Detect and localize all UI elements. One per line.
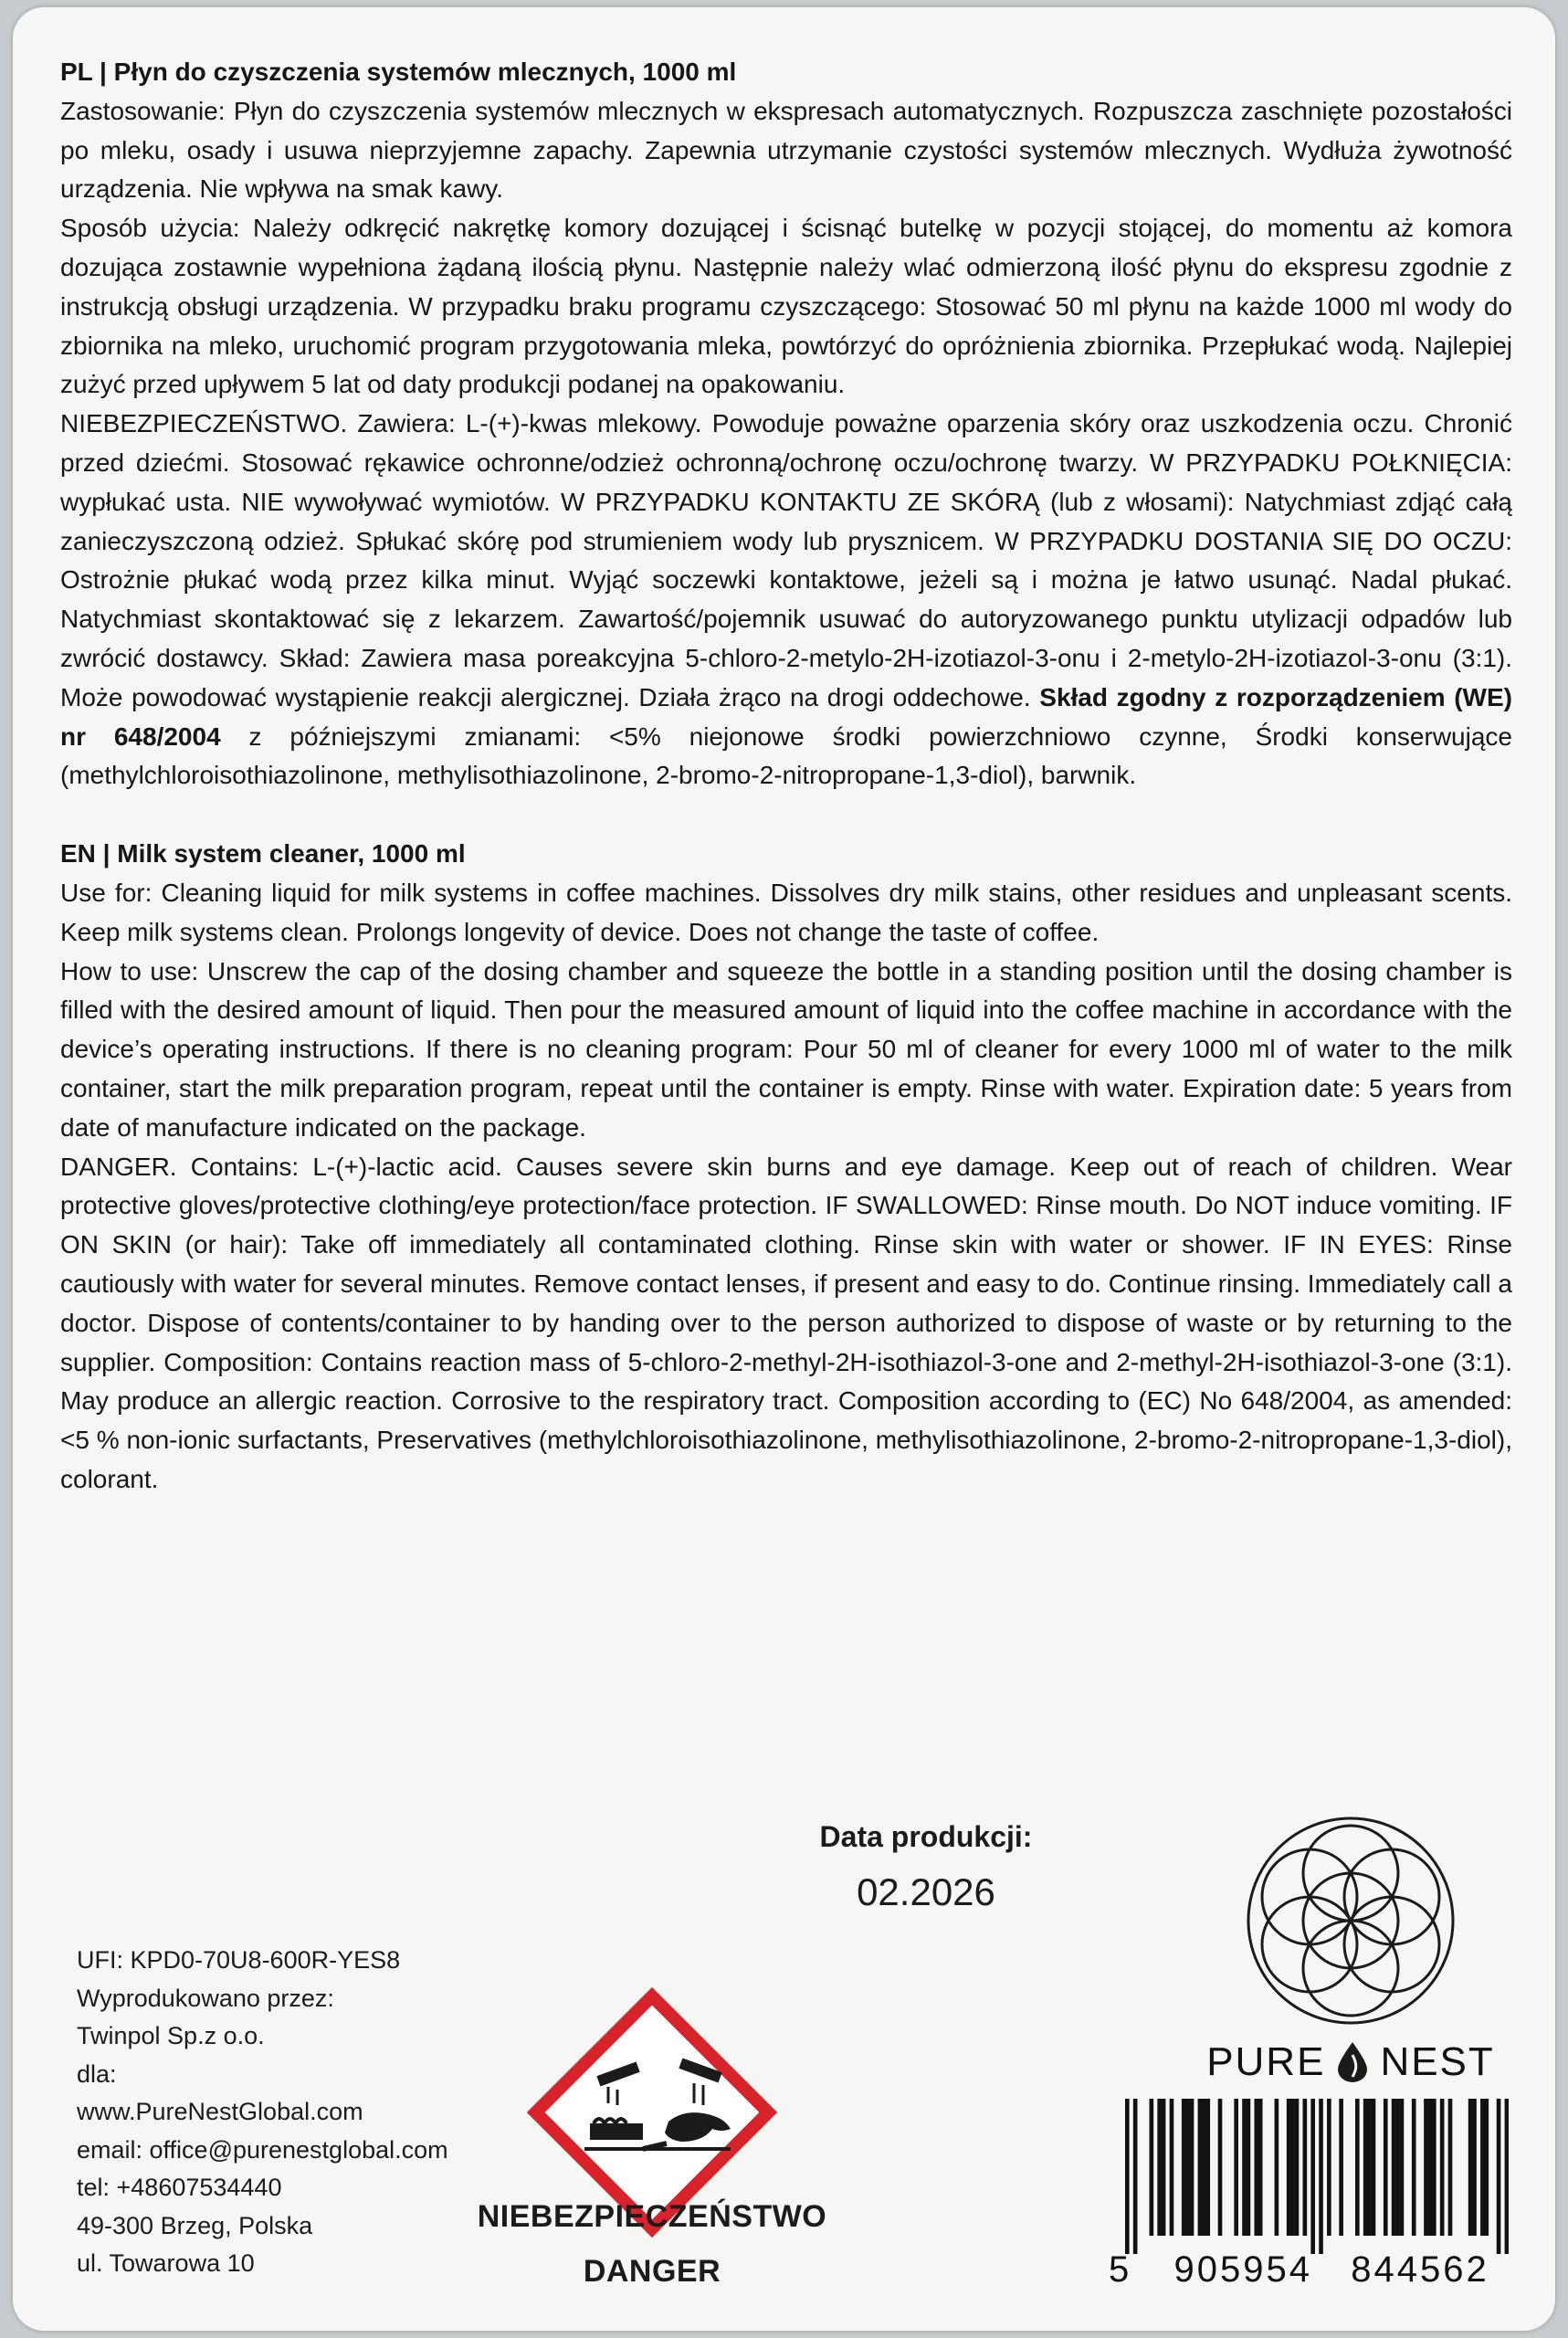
barcode-bar xyxy=(1258,2099,1263,2236)
pl-howto-text: Należy odkręcić nakrętkę komory dozującej i ścisnąć butelkę w pozycji stojącej, do momentu aż komora dozująca zostawnie wypełniona żądaną ilością płynu. Następnie należy wlać odmierzoną ilość płynu do ekspresu zgodnie z instrukcją obsługi urządzenia. W przypadku braku programu czyszczącego: Stosować 50 ml płynu na każde 1000 ml wody do zbiornika na mleko, uruchomić program przygotowania mleka, powtórzyć do opróżnienia zbiornika. Przepłukać wodą. Najlepiej zużyć przed upływem 5 lat od daty produkcji podanej na opakowaniu. xyxy=(60,214,1512,399)
barcode-bar xyxy=(1242,2099,1247,2236)
pl-use-label: Zastosowanie: xyxy=(60,96,226,125)
barcode-bar xyxy=(1290,2099,1295,2236)
product-label xyxy=(13,7,1555,2331)
label-text xyxy=(60,53,1512,1500)
barcode-bar xyxy=(1185,2099,1190,2236)
brand-name-left: PURE xyxy=(1206,2039,1326,2084)
barcode-bar xyxy=(1367,2099,1372,2236)
city: 49-300 Brzeg, Polska xyxy=(77,2211,313,2239)
barcode-bar xyxy=(1392,2099,1396,2236)
danger-label-en: DANGER xyxy=(583,2254,721,2289)
barcode-bar xyxy=(1205,2099,1210,2236)
barcode-bar xyxy=(1428,2099,1433,2236)
barcode-bar xyxy=(1472,2099,1477,2236)
flower-of-life-icon xyxy=(1241,1811,1460,2030)
barcode-bar xyxy=(1432,2099,1436,2236)
pl-use-paragraph xyxy=(60,92,1512,209)
pl-regulation-text: z późniejszymi zmianami: <5% niejonowe środki powierzchniowo czynne, Środki konserwujące (methylchloroisothiazolinone, methylisothiazolinone, 2-bromo-2-nitropropane-1,3-diol), barwnik. xyxy=(60,721,1512,790)
barcode-bar xyxy=(1170,2099,1174,2236)
pl-regulation-bold: Skład zgodny z rozporządzeniem (WE) nr 648/2004 xyxy=(60,682,1512,751)
barcode-bar xyxy=(1400,2099,1405,2236)
barcode-guard-bar xyxy=(1133,2099,1138,2254)
pl-danger-paragraph xyxy=(60,405,1512,795)
production-date-value: 02.2026 xyxy=(857,1870,995,1913)
barcode-bar xyxy=(1162,2099,1166,2236)
for-label: dla: xyxy=(77,2059,117,2088)
production-date-label: Data produkcji: xyxy=(819,1820,1033,1853)
barcode-bar xyxy=(1339,2099,1343,2236)
barcode-bar xyxy=(1355,2099,1360,2236)
leaf-drop-icon xyxy=(1334,2040,1371,2084)
street: ul. Towarowa 10 xyxy=(77,2249,255,2277)
barcode-bar xyxy=(1484,2099,1489,2236)
barcode-bar xyxy=(1295,2099,1300,2236)
barcode xyxy=(1125,2099,1509,2254)
barcode-guard-bar xyxy=(1505,2099,1509,2254)
barcode-bar xyxy=(1468,2099,1473,2236)
barcode-bar xyxy=(1202,2099,1206,2236)
barcode-guard-bar xyxy=(1497,2099,1501,2254)
pl-howto-paragraph xyxy=(60,209,1512,405)
phone: tel: +48607534440 xyxy=(77,2174,282,2201)
barcode-guard-bar xyxy=(1310,2099,1315,2254)
barcode-bar xyxy=(1448,2099,1453,2236)
barcode-left-group: 905954 xyxy=(1173,2249,1312,2290)
barcode-bar xyxy=(1424,2099,1428,2236)
en-use-text: Cleaning liquid for milk systems in coffee machines. Dissolves dry milk stains, other residues and unpleasant scents. Keep milk systems clean. Prolongs longevity of device. Does not change the taste of coffee. xyxy=(60,878,1513,946)
barcode-bar xyxy=(1190,2099,1194,2236)
brand-name xyxy=(1173,2035,1529,2090)
barcode-bar xyxy=(1395,2099,1400,2236)
barcode-bar xyxy=(1440,2099,1445,2236)
barcode-bar xyxy=(1480,2099,1485,2236)
website: www.PureNestGlobal.com xyxy=(77,2098,363,2125)
barcode-bar xyxy=(1150,2099,1154,2236)
section-gap xyxy=(60,795,1512,835)
en-heading: EN | Milk system cleaner, 1000 ml xyxy=(60,839,466,869)
barcode-bar xyxy=(1247,2099,1251,2236)
barcode-guard-bar xyxy=(1125,2099,1130,2254)
barcode-number xyxy=(1109,2249,1529,2291)
barcode-bar xyxy=(1218,2099,1223,2236)
danger-label-pl: NIEBEZPIECZEŃSTWO xyxy=(477,2199,827,2234)
ufi-code: UFI: KPD0-70U8-600R-YES8 xyxy=(77,1946,401,1974)
company-name: Twinpol Sp.z o.o. xyxy=(77,2022,265,2049)
en-use-paragraph xyxy=(60,874,1512,953)
barcode-bar xyxy=(1363,2099,1368,2236)
barcode-bar xyxy=(1372,2099,1376,2236)
en-howto-text: Unscrew the cap of the dosing chamber and squeeze the bottle in a standing position until the dosing chamber is filled with the desired amount of liquid. Then pour the measured amount of liquid into the coffee machine in accordance with the device’s operating instructions. If there is no cleaning program: Pour 50 ml of cleaner for every 1000 ml of water to the milk container, start the milk preparation program, repeat until the container is empty. Rinse with water. Expiration date: 5 years from date of manufacture indicated on the package. xyxy=(60,956,1512,1142)
pl-howto-label: Sposób użycia: xyxy=(60,214,240,243)
barcode-bar xyxy=(1157,2099,1162,2236)
barcode-bar xyxy=(1198,2099,1203,2236)
barcode-guard-bar xyxy=(1319,2099,1323,2254)
en-howto-paragraph xyxy=(60,953,1512,1148)
barcode-bar xyxy=(1287,2099,1291,2236)
email: email: office@purenestglobal.com xyxy=(77,2135,448,2164)
barcode-bar xyxy=(1327,2099,1331,2236)
en-danger-paragraph: DANGER. Contains: L-(+)-lactic acid. Causes severe skin burns and eye damage. Keep out of reach of children. Wear protective gloves/protective clothing/eye protection/face protection. IF SWALLOWED: Rinse mouth. Do NOT induce vomiting. IF ON SKIN (or hair): Take off immediately all contaminated clothing. Rinse skin with water or shower. IF IN EYES: Rinse cautiously with water for several minutes. Remove contact lenses, if present and easy to do. Continue rinsing. Immediately call a doctor. Dispose of contents/container to by handing over to the person authorized to dispose of waste or by returning to the supplier. Composition: Contains reaction mass of 5-chloro-2-methyl-2H-isothiazol-3-one and 2-methyl-2H-isothiazol-3-one (3:1). May produce an allergic reaction. Corrosive to the respiratory tract. Composition according to (EC) No 648/2004, as amended: <5 % non-ionic surfactants, Preservatives (methylchloroisothiazolinone, methylisothiazolinone, 2-bromo-2-nitropropane-1,3-diol), colorant. xyxy=(60,1152,1512,1493)
barcode-bar xyxy=(1234,2099,1238,2236)
barcode-right-group: 844562 xyxy=(1351,2249,1489,2290)
barcode-bar xyxy=(1303,2099,1308,2236)
barcode-bar xyxy=(1254,2099,1258,2236)
barcode-bar xyxy=(1275,2099,1279,2236)
barcode-first-digit: 5 xyxy=(1109,2249,1132,2290)
pl-heading: PL | Płyn do czyszczenia systemów mlecznych, 1000 ml xyxy=(60,58,737,86)
barcode-bar xyxy=(1384,2099,1388,2236)
en-use-label: Use for: xyxy=(60,878,153,907)
barcode-bar xyxy=(1182,2099,1186,2236)
en-howto-label: How to use: xyxy=(60,956,199,985)
brand-name-right: NEST xyxy=(1380,2039,1495,2084)
pl-danger-text: NIEBEZPIECZEŃSTWO. Zawiera: L-(+)-kwas mlekowy. Powoduje poważne oparzenia skóry oraz uszkodzenia oczu. Chronić przed dziećmi. Stosować rękawice ochronne/odzież ochronną/ochronę oczu/ochronę twarzy. W PRZYPADKU POŁKNIĘCIA: wypłukać usta. NIE wywoływać wymiotów. W PRZYPADKU KONTAKTU ZE SKÓRĄ (lub z włosami): Natychmiast zdjąć całą zanieczyszczoną odzież. Spłukać skórę pod strumieniem wody lub prysznicem. W PRZYPADKU DOSTANIA SIĘ DO OCZU: Ostrożnie płukać wodą przez kilka minut. Wyjąć soczewki kontaktowe, jeżeli są i można je łatwo usunąć. Nadal płukać. Natychmiast skontaktować się z lekarzem. Zawartość/pojemnik usuwać do autoryzowanego punktu utylizacji odpadów lub zwrócić dostawcy. Skład: Zawiera masa poreakcyjna 5-chloro-2-metylo-2H-izotiazol-3-onu i 2-metylo-2H-izotiazol-3-onu (3:1). Może powodować wystąpienie reakcji alergicznej. Działa żrąco na drogi oddechowe. xyxy=(60,409,1512,711)
pl-use-text: Płyn do czyszczenia systemów mlecznych w ekspresach automatycznych. Rozpuszcza zaschnięte pozostałości po mleku, osady i usuwa nieprzyjemne zapachy. Zapewnia utrzymanie czystości systemów mlecznych. Wydłuża żywotność urządzenia. Nie wpływa na smak kawy. xyxy=(60,96,1512,204)
produced-by: Wyprodukowano przez: xyxy=(77,1984,334,2012)
barcode-bar xyxy=(1412,2099,1416,2236)
